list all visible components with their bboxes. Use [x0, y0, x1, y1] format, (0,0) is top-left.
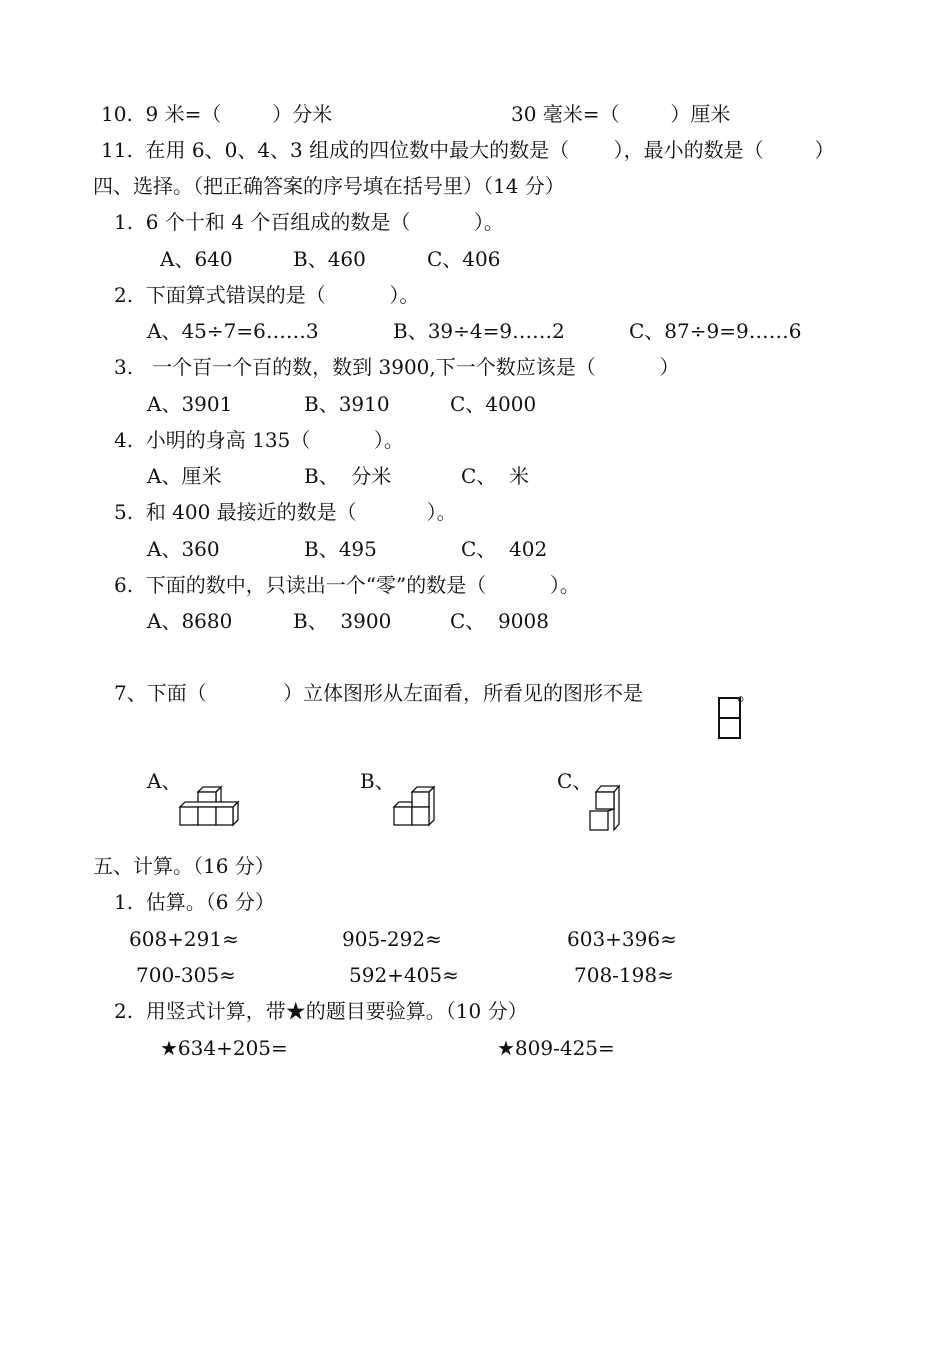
estimate-5: 592+405≈ [349, 963, 459, 987]
choice-q3-c: C、4000 [450, 392, 537, 416]
choice-q5-b: B、495 [304, 537, 377, 561]
choice-q3-a: A、3901 [147, 392, 233, 416]
choice-q4: 4. 小明的身高 135（ ）。 [114, 428, 404, 452]
choice-q4-b: B、 分米 [304, 464, 392, 488]
choice-q4-c: C、 米 [461, 464, 530, 488]
cube-shape-c-icon [588, 784, 622, 834]
choice-q5-a: A、360 [147, 537, 220, 561]
choice-q2-c: C、87÷9=9……6 [629, 319, 802, 343]
q11: 11. 在用 6、0、4、3 组成的四位数中最大的数是（ ），最小的数是（ ） [101, 138, 835, 162]
choice-q1-b: B、460 [293, 247, 366, 271]
choice-q5-c: C、 402 [461, 537, 548, 561]
estimate-2: 905-292≈ [342, 927, 442, 951]
estimate-1: 608+291≈ [129, 927, 239, 951]
choice-q7-b: B、 [360, 769, 395, 793]
vertical-calc-1: ★634+205= [160, 1036, 288, 1060]
q10-left: 10. 9 米=（ ）分米 [101, 102, 333, 126]
choice-q6-b: B、 3900 [293, 609, 392, 633]
section-4-heading: 四、选择。（把正确答案的序号填在括号里）（14 分） [93, 174, 565, 198]
choice-q1-c: C、406 [427, 247, 501, 271]
calc-q1: 1. 估算。（6 分） [114, 890, 275, 914]
q10-right: 30 毫米=（ ）厘米 [511, 102, 731, 126]
choice-q7: 7、下面（ ）立体图形从左面看，所看见的图形不是 [114, 681, 644, 705]
choice-q5: 5. 和 400 最接近的数是（ ）。 [114, 500, 457, 524]
choice-q3-b: B、3910 [304, 392, 390, 416]
estimate-3: 603+396≈ [567, 927, 677, 951]
choice-q6-c: C、 9008 [450, 609, 549, 633]
choice-q6-a: A、8680 [147, 609, 233, 633]
choice-q1: 1. 6 个十和 4 个百组成的数是（ ）。 [114, 210, 504, 234]
section-5-heading: 五、计算。（16 分） [93, 854, 275, 878]
calc-q2: 2. 用竖式计算，带★的题目要验算。（10 分） [114, 999, 528, 1023]
estimate-6: 708-198≈ [574, 963, 674, 987]
choice-q7-a: A、 [147, 769, 182, 793]
choice-q4-a: A、厘米 [147, 464, 222, 488]
choice-q1-a: A、640 [160, 247, 233, 271]
cube-shape-b-icon [392, 784, 436, 828]
choice-q3: 3. 一个百一个百的数，数到 3900,下一个数应该是（ ） [114, 355, 680, 379]
choice-q7-end: 。 [737, 681, 757, 705]
choice-q2-a: A、45÷7=6……3 [147, 319, 319, 343]
cube-shape-a-icon [178, 784, 240, 828]
choice-q2: 2. 下面算式错误的是（ ）。 [114, 283, 420, 307]
choice-q7-c: C、 [557, 769, 593, 793]
vertical-calc-2: ★809-425= [497, 1036, 615, 1060]
choice-q6: 6. 下面的数中，只读出一个“零”的数是（ ）。 [114, 573, 580, 597]
estimate-4: 700-305≈ [136, 963, 236, 987]
choice-q2-b: B、39÷4=9……2 [393, 319, 565, 343]
